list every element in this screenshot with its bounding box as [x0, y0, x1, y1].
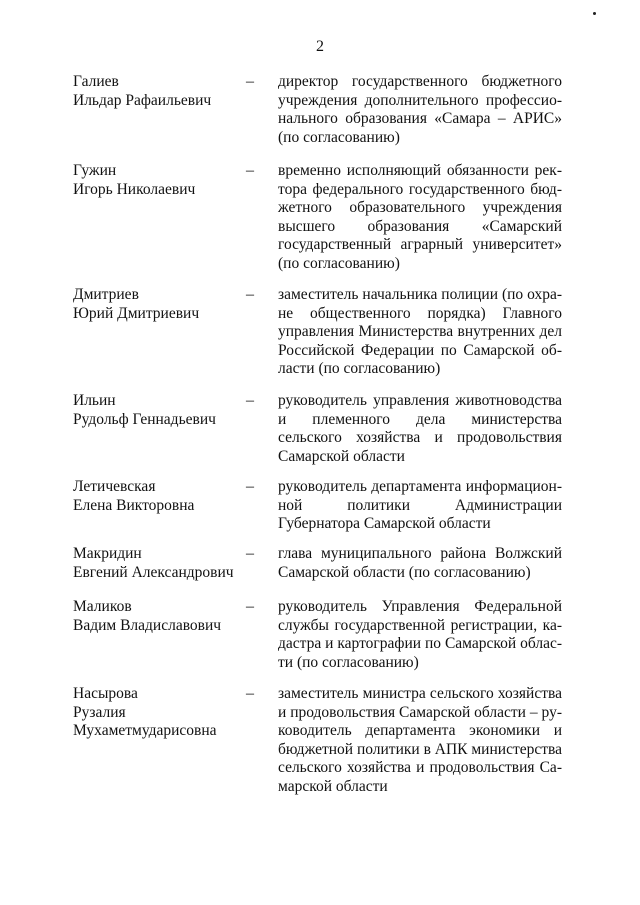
- surname: Насырова: [73, 685, 138, 702]
- dash-separator: –: [246, 478, 254, 495]
- given-names: Рудольф Геннадьевич: [73, 410, 216, 428]
- member-position: временно исполняющий обязанности ректора федерального государственного бюджетного образовательного учреждения высшего образования «Самарский государственный аграрный университет» (по согласованию): [278, 162, 562, 272]
- given-names: Ильдар Рафаильевич: [73, 91, 212, 109]
- member-position: заместитель начальника полиции (по охране общественного порядка) Главного управления Министерства внутренних дел Российской Федерации по Самарской области (по согласованию): [278, 286, 562, 378]
- member-name: [73, 162, 248, 199]
- member-name: [73, 478, 248, 515]
- given-names: Юрий Дмитриевич: [73, 304, 200, 322]
- member-position: заместитель министра сельского хозяйства и продовольствия Самарской области – руководитель департамента экономики и бюджетной политики в АПК министерства сельского хозяйства и продовольствия Самарской области: [278, 685, 562, 795]
- member-name: [73, 286, 248, 323]
- surname: Дмитриев: [73, 286, 139, 303]
- surname: Гужин: [73, 162, 117, 179]
- member-position: руководитель Управления Федеральной службы государственной регистрации, кадастра и картографии по Самарской области (по согласованию): [278, 598, 562, 671]
- dash-separator: –: [246, 685, 254, 702]
- member-position: руководитель управления животноводства и племенного дела министерства сельского хозяйства и продовольствия Самарской области: [278, 392, 562, 465]
- dash-separator: –: [246, 392, 254, 409]
- dash-separator: –: [246, 598, 254, 615]
- surname: Макридин: [73, 545, 142, 562]
- surname: Маликов: [73, 598, 132, 615]
- dash-separator: –: [246, 545, 254, 562]
- member-name: [73, 598, 248, 635]
- given-names: Евгений Александрович: [73, 563, 234, 581]
- dash-separator: –: [246, 286, 254, 303]
- surname: Летичевская: [73, 478, 156, 495]
- surname: Галиев: [73, 73, 119, 90]
- member-position: глава муниципального района Волжский Самарской области (по согласованию): [278, 545, 562, 581]
- dash-separator: –: [246, 73, 254, 90]
- patronymic: Мухаметмударисовна: [73, 722, 217, 740]
- member-position: директор государственного бюджетного учреждения дополнительного профессионального образования «Самара – АРИС» (по согласованию): [278, 73, 562, 146]
- member-position: руководитель департамента информационной политики Администрации Губернатора Самарской области: [278, 478, 562, 533]
- dash-separator: –: [246, 162, 254, 179]
- page-number: 2: [316, 38, 324, 55]
- surname: Ильин: [73, 392, 116, 409]
- member-name: [73, 73, 248, 110]
- member-name: [73, 392, 248, 429]
- member-name: [73, 685, 248, 741]
- given-names: Елена Викторовна: [73, 496, 195, 514]
- given-names: Игорь Николаевич: [73, 180, 196, 198]
- scan-artifact-dot: [593, 12, 596, 15]
- member-name: [73, 545, 248, 582]
- given-names: Вадим Владиславович: [73, 616, 222, 634]
- given-names: Рузалия: [73, 703, 126, 721]
